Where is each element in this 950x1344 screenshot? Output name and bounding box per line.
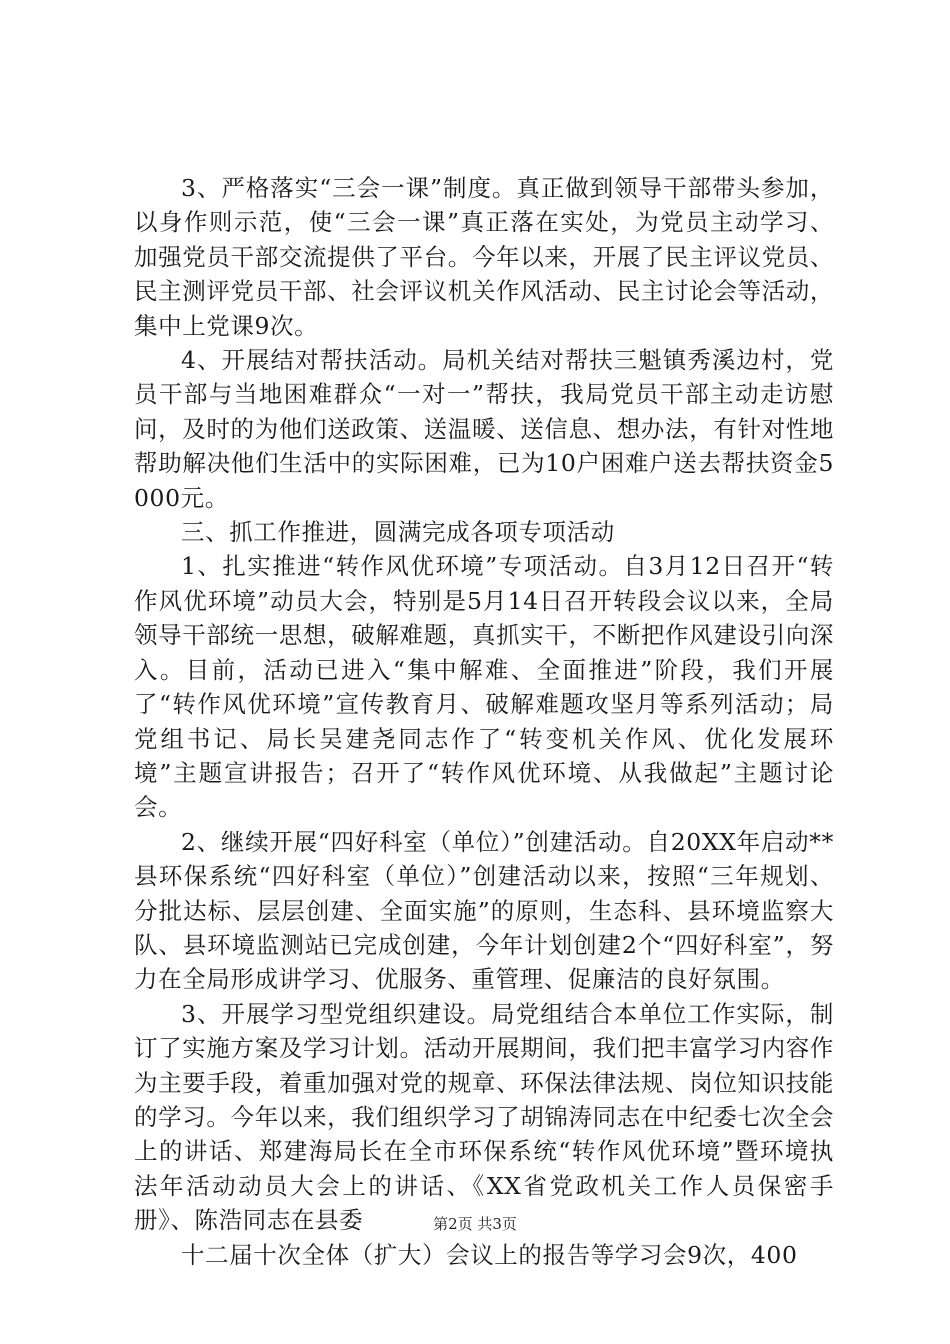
paragraph-style-improvement: 1、扎实推进“转作风优环境”专项活动。自3月12日召开“转作风优环境”动员大会，特别是5月14日召开转段会议以来，全局领导干部统一思想，破解难题，真抓实干，不断把作风建设引向深入。目前，活动已进入“集中解难、全面推进”阶段，我们开展了“转作风优环境”宣传教育月、破解难题攻坚月等系列活动；局党组书记、局长吴建尧同志作了“转变机关作风、优化发展环境”主题宣讲报告；召开了“转作风优环境、从我做起”主题讨论会。 — [134, 552, 834, 822]
paragraph-learning-organization: 3、开展学习型党组织建设。局党组结合本单位工作实际，制订了实施方案及学习计划。活动开展期间，我们把丰富学习内容作为主要手段，着重加强对党的规章、环保法律法规、岗位知识技能的学习。今年以来，我们组织学习了胡锦涛同志在中纪委七次全会上的讲话、郑建海局长在全市环保系统“转作风优环境”暨环境执法年活动动员大会上的讲话、《XX省党政机关工作人员保密手册》、陈浩同志在县委 — [134, 999, 834, 1235]
paragraph-three-meetings: 3、严格落实“三会一课”制度。真正做到领导干部带头参加，以身作则示范，使“三会一课”真正落在实处，为党员主动学习、加强党员干部交流提供了平台。今年以来，开展了民主评议党员、民主测评党员干部、社会评议机关作风活动、民主讨论会等活动，集中上党课9次。 — [134, 174, 834, 340]
paragraph-pairing-assistance: 4、开展结对帮扶活动。局机关结对帮扶三魁镇秀溪边村，党员干部与当地困难群众“一对一”帮扶，我局党员干部主动走访慰问，及时的为他们送政策、送温暖、送信息、想办法，有针对性地帮助解决他们生活中的实际困难，已为10户困难户送去帮扶资金5000元。 — [134, 346, 834, 512]
paragraph-four-good-offices: 2、继续开展“四好科室（单位）”创建活动。自20XX年启动**县环保系统“四好科室（单位）”创建活动以来，按照“三年规划、分批达标、层层创建、全面实施”的原则，生态科、县环境监察大队、县环境监测站已完成创建，今年计划创建2个“四好科室”，努力在全局形成讲学习、优服务、重管理、促廉洁的良好氛围。 — [134, 827, 834, 994]
body-text — [134, 171, 834, 1272]
page-number-footer: 第2页 共3页 — [433, 1215, 517, 1233]
section-heading-three: 三、抓工作推进，圆满完成各项专项活动 — [181, 518, 615, 547]
paragraph-continuation: 十二届十次全体（扩大）会议上的报告等学习会9次，400 — [181, 1240, 798, 1269]
